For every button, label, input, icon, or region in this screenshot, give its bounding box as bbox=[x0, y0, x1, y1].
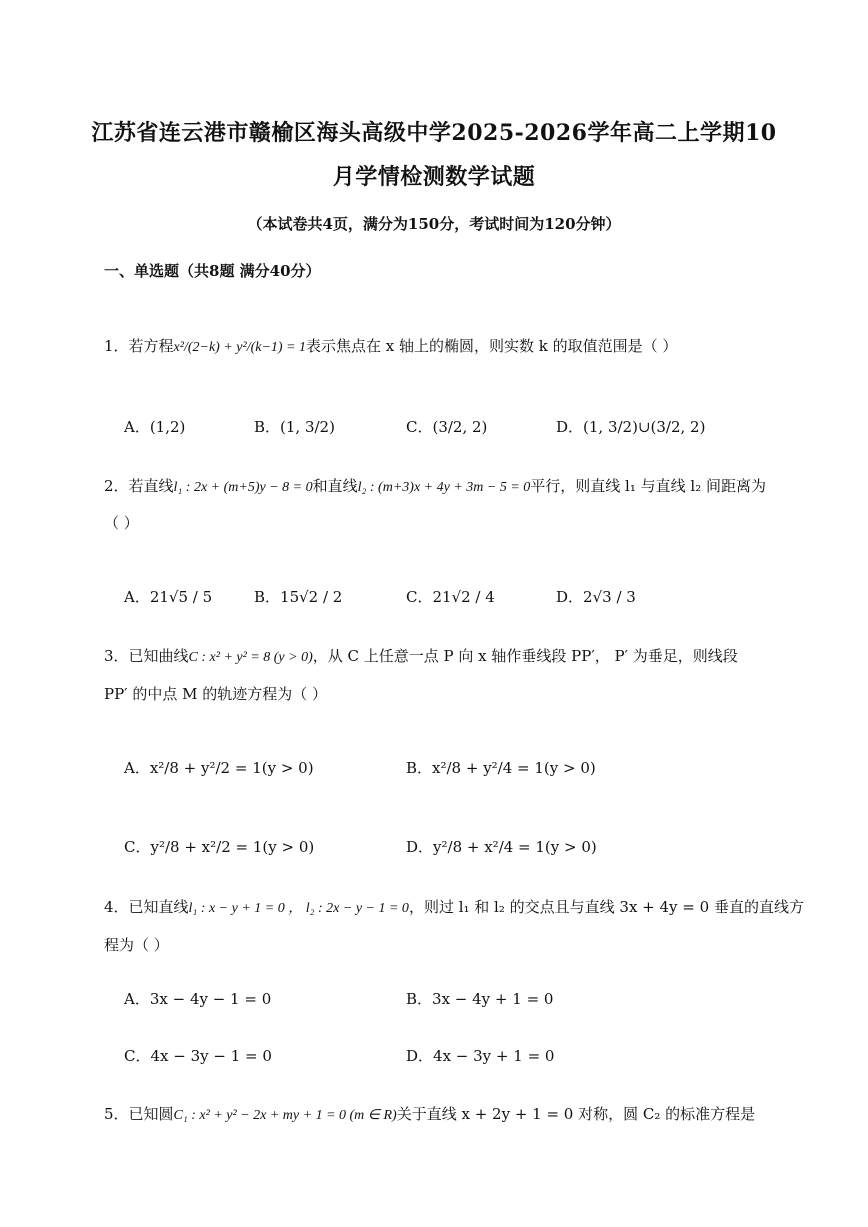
question-4-continuation: 程为（ ） bbox=[104, 936, 169, 954]
question-5-stem bbox=[104, 1096, 755, 1134]
question-2-mid: 和直线 bbox=[312, 477, 358, 495]
question-2-line-1: l₁ : 2x + (m+5)y − 8 = 0 bbox=[173, 480, 313, 495]
question-2-line-2: l₂ : (m+3)x + 4y + 3m − 5 = 0 bbox=[357, 480, 531, 495]
question-1-stem bbox=[104, 328, 677, 366]
question-4-suffix: ，则过 l₁ 和 l₂ 的交点且与直线 3x + 4y = 0 垂直的直线方 bbox=[408, 898, 804, 916]
question-1-suffix: 表示焦点在 x 轴上的椭圆，则实数 k 的取值范围是（ ） bbox=[306, 337, 678, 355]
question-2-option-a[interactable]: A．21√5 / 5 bbox=[124, 588, 213, 606]
question-1-option-d[interactable]: D．(1, 3/2)∪(3/2, 2) bbox=[556, 418, 706, 436]
question-3-option-a[interactable]: A．x²/8 + y²/2 = 1(y > 0) bbox=[124, 759, 314, 777]
question-4-prefix: 4．已知直线 bbox=[104, 898, 189, 916]
question-4-lines: l₁ : x − y + 1 = 0 ， l₂ : 2x − y − 1 = 0 bbox=[188, 901, 409, 916]
question-4-option-a[interactable]: A．3x − 4y − 1 = 0 bbox=[124, 990, 272, 1008]
question-1-prefix: 1．若方程 bbox=[104, 337, 174, 355]
section-heading: 一、单选题（共8题 满分40分） bbox=[104, 262, 321, 280]
exam-title-line-2: 月学情检测数学试题 bbox=[332, 164, 536, 190]
question-1-option-c[interactable]: C．(3/2, 2) bbox=[406, 418, 488, 436]
question-2-suffix: 平行，则直线 l₁ 与直线 l₂ 间距离为 bbox=[530, 477, 766, 495]
question-2-option-b[interactable]: B．15√2 / 2 bbox=[254, 588, 343, 606]
question-4-option-b[interactable]: B．3x − 4y + 1 = 0 bbox=[406, 990, 554, 1008]
question-2-prefix: 2．若直线 bbox=[104, 477, 174, 495]
question-3-option-c[interactable]: C．y²/8 + x²/2 = 1(y > 0) bbox=[124, 838, 315, 856]
question-1-option-a[interactable]: A．(1,2) bbox=[124, 418, 186, 436]
question-5-suffix: 关于直线 x + 2y + 1 = 0 对称，圆 C₂ 的标准方程是 bbox=[396, 1105, 756, 1123]
question-3-equation: C : x² + y² = 8 (y > 0) bbox=[188, 650, 313, 665]
question-2-option-c[interactable]: C．21√2 / 4 bbox=[406, 588, 495, 606]
question-2-continuation: （ ） bbox=[104, 514, 139, 532]
question-1-option-b[interactable]: B．(1, 3/2) bbox=[254, 418, 335, 436]
question-4-option-d[interactable]: D．4x − 3y + 1 = 0 bbox=[406, 1047, 555, 1065]
question-2-option-d[interactable]: D．2√3 / 3 bbox=[556, 588, 636, 606]
question-5-circle-equation: C₁ : x² + y² − 2x + my + 1 = 0 (m ∈ R) bbox=[173, 1108, 397, 1123]
exam-title-line-1: 江苏省连云港市赣榆区海头高级中学2025-2026学年高二上学期10 bbox=[91, 120, 777, 146]
question-2-stem bbox=[104, 468, 766, 506]
question-3-prefix: 3．已知曲线 bbox=[104, 647, 189, 665]
question-3-option-b[interactable]: B．x²/8 + y²/4 = 1(y > 0) bbox=[406, 759, 596, 777]
exam-subtitle: （本试卷共4页，满分为150分，考试时间为120分钟） bbox=[247, 215, 621, 233]
question-3-suffix: ，从 C 上任意一点 P 向 x 轴作垂线段 PP′， P′ 为垂足，则线段 bbox=[312, 647, 738, 665]
question-5-prefix: 5．已知圆 bbox=[104, 1105, 174, 1123]
question-3-continuation: PP′ 的中点 M 的轨迹方程为（ ） bbox=[104, 685, 328, 703]
question-3-option-d[interactable]: D．y²/8 + x²/4 = 1(y > 0) bbox=[406, 838, 597, 856]
question-1-equation: x²/(2−k) + y²/(k−1) = 1 bbox=[173, 340, 307, 355]
question-4-stem bbox=[104, 889, 804, 927]
question-3-stem bbox=[104, 638, 738, 676]
question-4-option-c[interactable]: C．4x − 3y − 1 = 0 bbox=[124, 1047, 272, 1065]
